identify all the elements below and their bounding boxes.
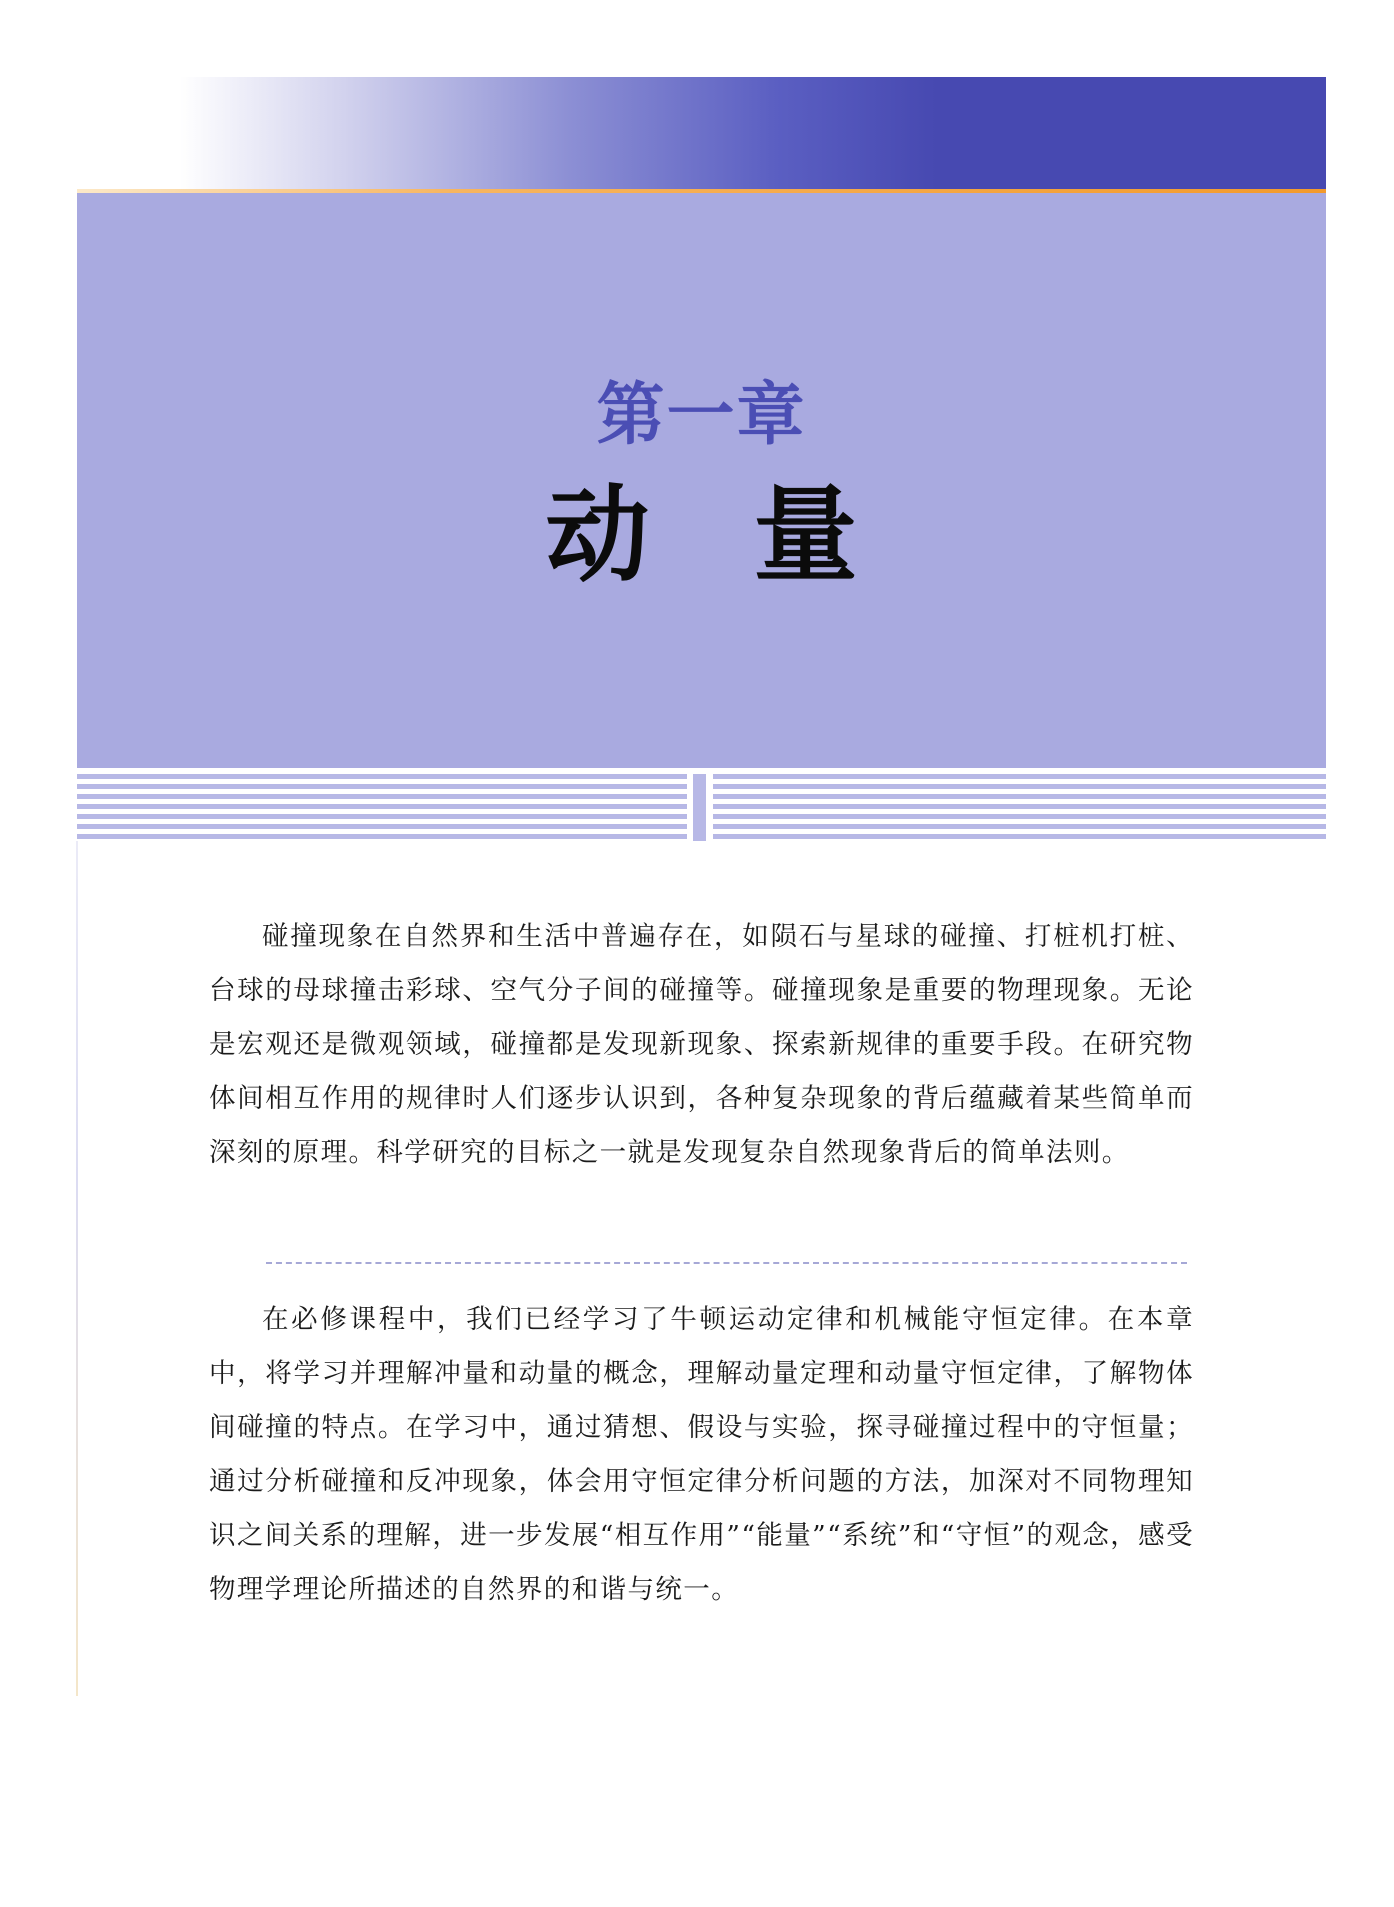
top-gradient-band	[180, 77, 1326, 189]
stripe-divider	[693, 774, 706, 841]
chapter-title: 动 量	[545, 474, 858, 596]
intro-paragraph: 碰撞现象在自然界和生活中普遍存在，如陨石与星球的碰撞、打桩机打桩、台球的母球撞击彩球、空气分子间的碰撞等。碰撞现象是重要的物理现象。无论是宏观还是微观领域，碰撞都是发现新现象、探索新规律的重要手段。在研究物体间相互作用的规律时人们逐步认识到，各种复杂现象的背后蕴藏着某些简单而深刻的原理。科学研究的目标之一就是发现复杂自然现象背后的简单法则。	[209, 921, 1194, 1168]
chapter-title-panel	[77, 193, 1326, 768]
decorative-stripes-right	[713, 774, 1326, 841]
dashed-separator	[266, 1262, 1187, 1264]
chapter-label: 第一章	[596, 375, 807, 455]
chapter-goals-paragraph: 在必修课程中，我们已经学习了牛顿运动定律和机械能守恒定律。在本章中，将学习并理解冲量和动量的概念，理解动量定理和动量守恒定律，了解物体间碰撞的特点。在学习中，通过猜想、假设与实验，探寻碰撞过程中的守恒量；通过分析碰撞和反冲现象，体会用守恒定律分析问题的方法，加深对不同物理知识之间关系的理解，进一步发展“相互作用”“能量”“系统”和“守恒”的观念，感受物理学理论所描述的自然界的和谐与统一。	[209, 1304, 1194, 1605]
decorative-stripes-left	[77, 774, 687, 841]
left-margin-line	[76, 841, 78, 1696]
